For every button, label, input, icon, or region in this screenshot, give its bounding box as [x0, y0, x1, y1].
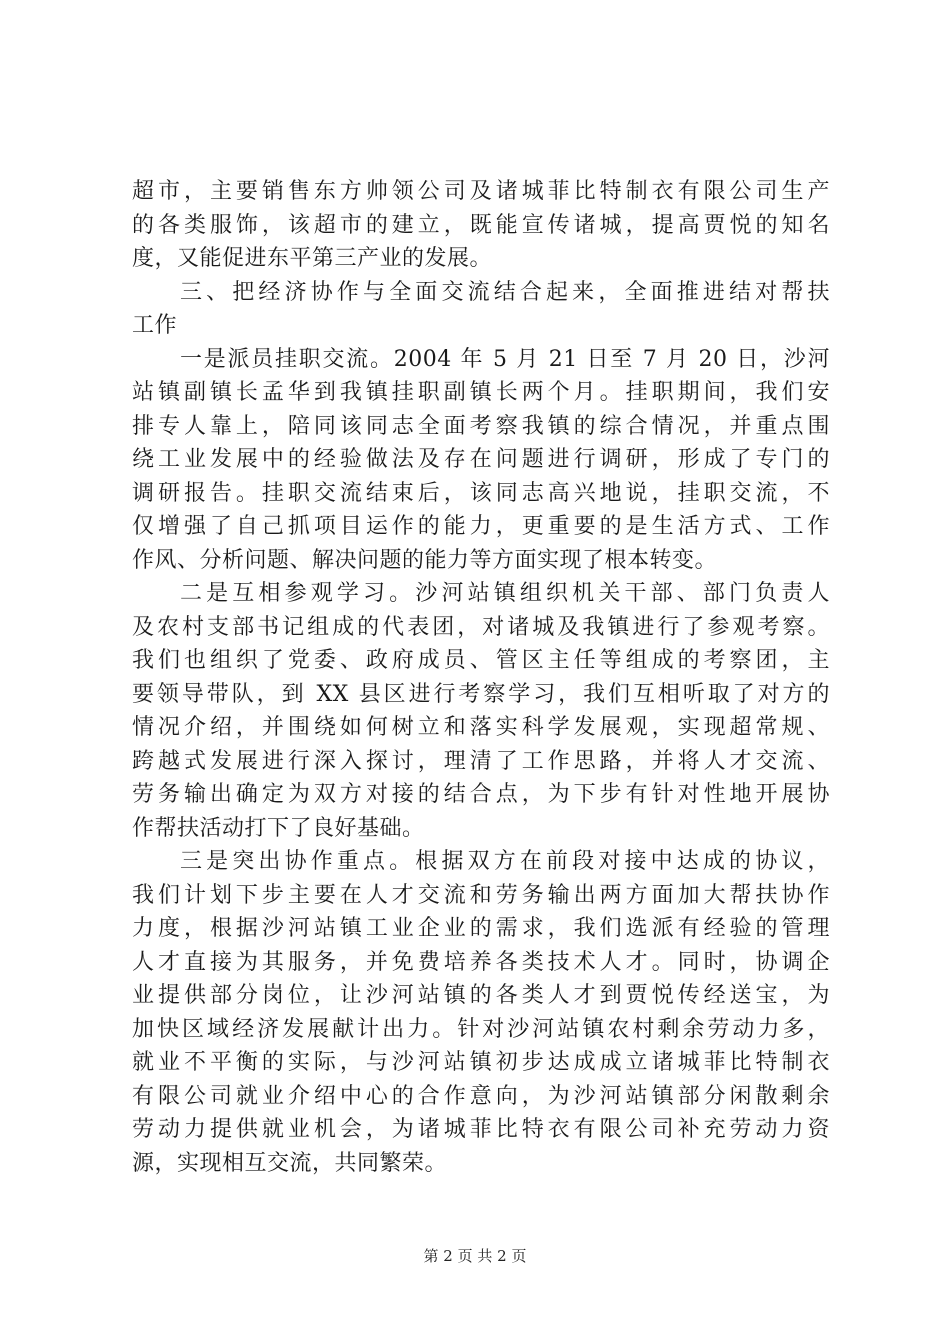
- text-line: 绕工业发展中的经验做法及存在问题进行调研，形成了专门的: [132, 447, 830, 472]
- text-line: 作风、分析问题、解决问题的能力等方面实现了根本转变。: [132, 547, 718, 573]
- text-line: 仅增强了自己抓项目运作的能力，更重要的是生活方式、工作: [132, 514, 830, 539]
- text-line: 劳务输出确定为双方对接的结合点，为下步有针对性地开展协: [132, 782, 830, 807]
- text-line: 作帮扶活动打下了良好基础。: [132, 815, 425, 841]
- text-line: 加快区域经济发展献计出力。针对沙河站镇农村剩余劳动力多，: [132, 1016, 830, 1042]
- page-footer: 第 2 页 共 2 页: [423, 1247, 527, 1265]
- text-line: 站镇副镇长孟华到我镇挂职副镇长两个月。挂职期间，我们安: [132, 380, 830, 405]
- text-line: 超市，主要销售东方帅领公司及诸城菲比特制衣有限公司生产: [132, 179, 830, 204]
- text-line: 排专人靠上，陪同该同志全面考察我镇的综合情况，并重点围: [132, 413, 830, 439]
- text-line: 业提供部分岗位，让沙河站镇的各类人才到贾悦传经送宝，为: [132, 983, 830, 1008]
- text-line: 及农村支部书记组成的代表团，对诸城及我镇进行了参观考察。: [132, 614, 830, 640]
- text-line: 调研报告。挂职交流结束后，该同志高兴地说，挂职交流，不: [132, 480, 830, 506]
- text-line: 要领导带队，到 XX 县区进行考察学习，我们互相听取了对方的: [132, 681, 830, 707]
- text-line: 有限公司就业介绍中心的合作意向，为沙河站镇部分闲散剩余: [132, 1083, 830, 1109]
- text-line: 我们也组织了党委、政府成员、管区主任等组成的考察团，主: [132, 648, 830, 673]
- text-line: 三是突出协作重点。根据双方在前段对接中达成的协议，: [180, 849, 830, 874]
- document-body: [132, 175, 830, 1180]
- text-line: 就业不平衡的实际，与沙河站镇初步达成成立诸城菲比特制衣: [132, 1050, 830, 1075]
- text-line: 源，实现相互交流，共同繁荣。: [132, 1150, 448, 1176]
- text-line: 二是互相参观学习。沙河站镇组织机关干部、部门负责人: [180, 581, 830, 606]
- text-line: 跨越式发展进行深入探讨，理清了工作思路，并将人才交流、: [132, 748, 830, 774]
- text-line: 一是派员挂职交流。2004 年 5 月 21 日至 7 月 20 日，沙河: [180, 346, 830, 372]
- text-line: 力度，根据沙河站镇工业企业的需求，我们选派有经验的管理: [132, 916, 830, 941]
- text-line: 工作: [132, 313, 178, 338]
- text-line: 劳动力提供就业机会，为诸城菲比特衣有限公司补充劳动力资: [132, 1117, 830, 1142]
- text-line: 人才直接为其服务，并免费培养各类技术人才。同时，协调企: [132, 949, 830, 975]
- text-line: 三、把经济协作与全面交流结合起来，全面推进结对帮扶: [180, 279, 830, 305]
- text-line: 度，又能促进东平第三产业的发展。: [132, 246, 493, 271]
- text-line: 的各类服饰，该超市的建立，既能宣传诸城，提高贾悦的知名: [132, 212, 830, 238]
- text-line: 我们计划下步主要在人才交流和劳务输出两方面加大帮扶协作: [132, 882, 830, 908]
- text-line: 情况介绍，并围绕如何树立和落实科学发展观，实现超常规、: [132, 715, 830, 740]
